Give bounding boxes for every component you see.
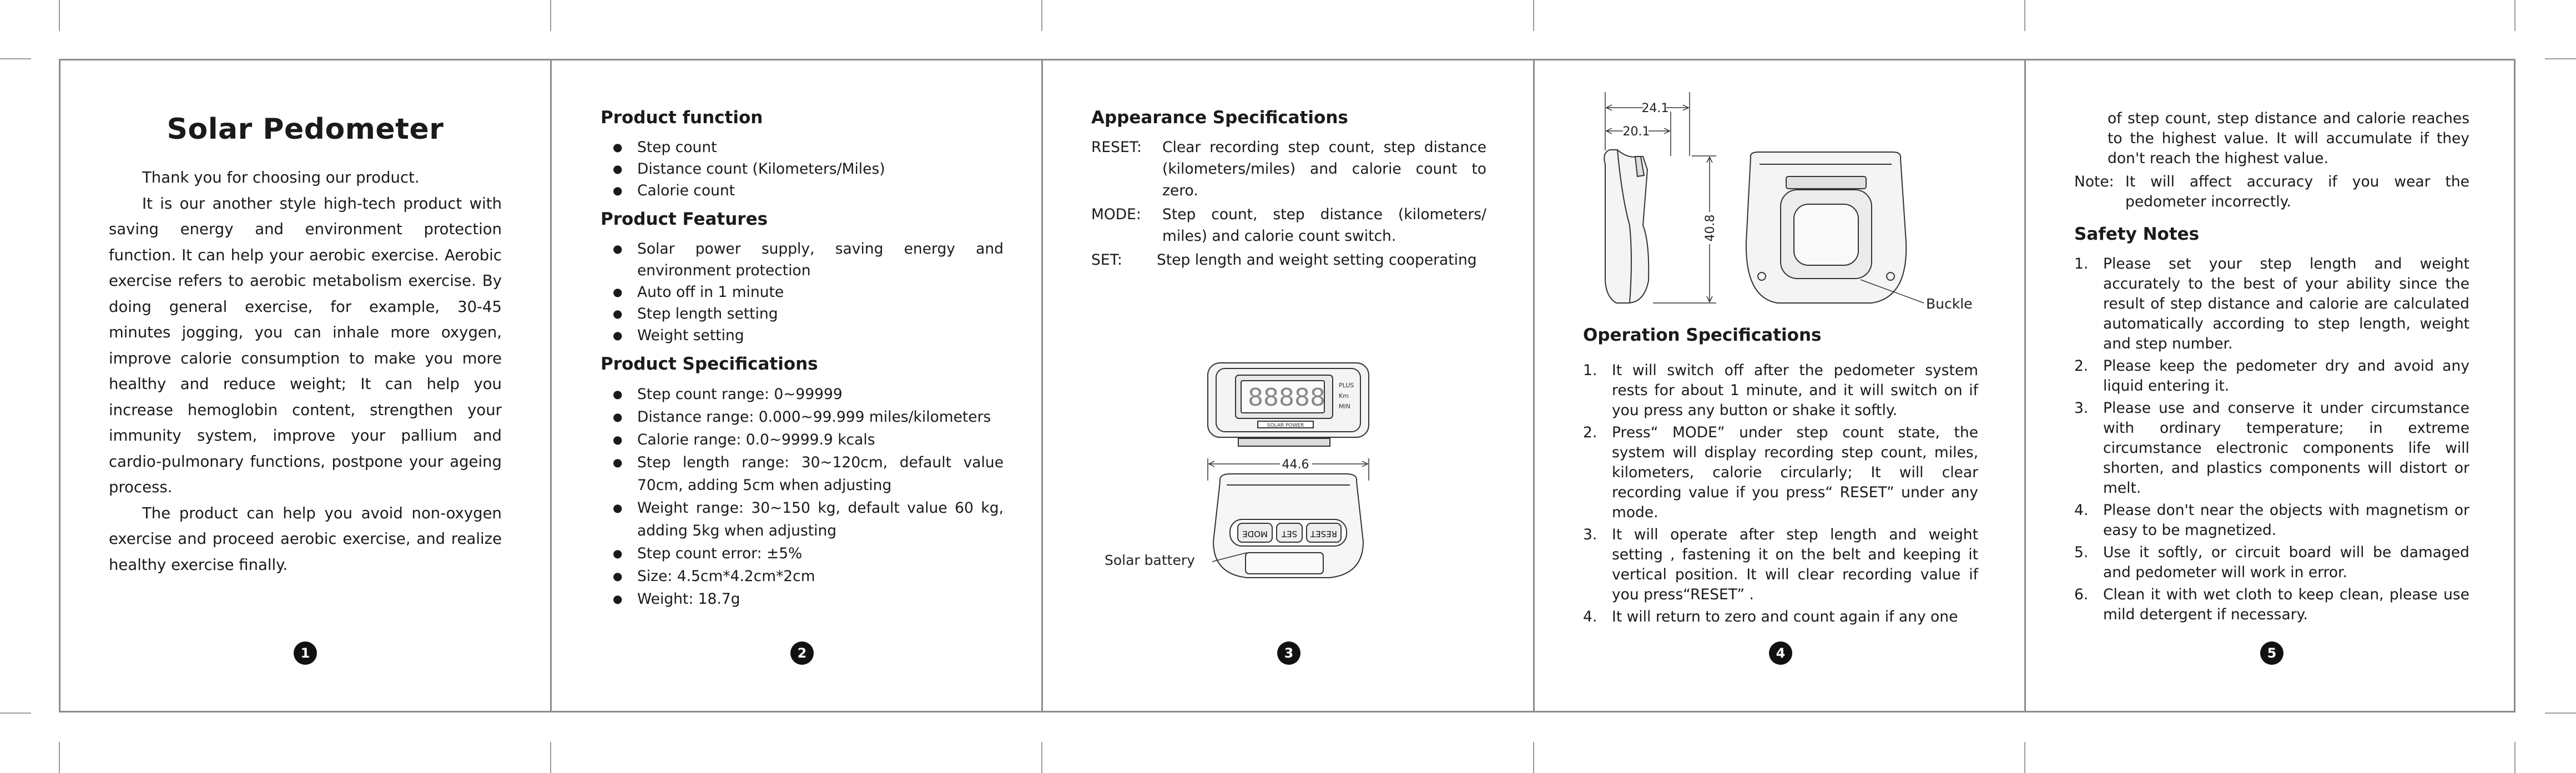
crop-mark — [550, 742, 551, 773]
list-item: 1. Please set your step length and weight accurately to the best of your ability since the result of step distance and calorie are calculated automatically according to step length, weight and step number. — [2074, 255, 2469, 352]
page-number: 1 — [294, 641, 317, 665]
panel-divider — [2024, 59, 2026, 713]
spec-text: Step length and weight setting cooperating — [1157, 251, 1477, 269]
continued-text: of step count, step distance and calorie reaches to the highest value. It will accumulate if they don't reach the highest value. — [2108, 110, 2469, 167]
function-heading: Product function — [601, 108, 763, 128]
crop-mark — [550, 0, 551, 31]
crop-mark — [2545, 58, 2576, 59]
spec-text: Step count, step distance (kilometers/ miles) and calorie count switch. — [1162, 206, 1486, 245]
height-label: 40.8 — [1703, 214, 1717, 242]
crop-mark — [2024, 742, 2025, 773]
operation-section — [1583, 323, 1978, 629]
page-number: 3 — [1277, 641, 1300, 665]
list-item: ● Calorie range: 0.0~9999.9 kcals — [601, 428, 1004, 451]
specs-heading: Product Specifications — [601, 354, 818, 374]
intro-paragraph: The product can help you avoid non-oxygen exercise and proceed aerobic exercise, and realize healthy exercise finally. — [109, 504, 502, 574]
page-number: 5 — [2260, 641, 2283, 665]
list-item: ● Weight range: 30~150 kg, default value 60 kg, adding 5kg when adjusting — [601, 497, 1004, 542]
pedometer-bottom-view — [1213, 474, 1363, 578]
list-item: 4. It will return to zero and count again if any one — [1583, 608, 1958, 625]
list-item: ● Step length range: 30~120cm, default value 70cm, adding 5cm when adjusting — [601, 451, 1004, 497]
panel-intro — [109, 59, 502, 713]
panel-divider — [1533, 59, 1535, 713]
intro-paragraph: It is our another style high-tech product with saving energy and environment protection function. It can help your aerobic exercise. Aerobic exercise refers to aerobic metabolism exercise. By doing general exercise, for example, 30-45 minutes jogging, you can inhale more oxygen, improve calorie consumption to make you more healthy and reduce weight; It can help you increase hemoglobin content, strengthen your immunity system, improve your pallium and cardio-pulmonary functions, postpone your ageing process. — [109, 194, 502, 496]
note-label: Note: — [2074, 173, 2114, 190]
crop-mark — [1533, 0, 1534, 31]
solar-power-label: SOLAR POWER — [1267, 423, 1304, 428]
list-item: ● Step count range: 0~99999 — [601, 383, 1004, 406]
list-item: ● Distance count (Kilometers/Miles) — [601, 158, 1004, 180]
note — [2074, 172, 2469, 212]
pedometer-side-view — [1604, 150, 1649, 303]
crop-mark — [1041, 0, 1042, 31]
top-width-label: 24.1 — [1641, 102, 1669, 115]
mid-width-label: 20.1 — [1622, 125, 1650, 139]
svg-text:88888: 88888 — [1248, 383, 1325, 412]
width-dimension-label: 44.6 — [1282, 458, 1309, 472]
list-item: ● Distance range: 0.000~99.999 miles/kilometers — [601, 406, 1004, 428]
panel-safety — [2074, 59, 2469, 713]
list-item: ● Step count error: ±5% — [601, 542, 1004, 565]
crop-mark — [0, 713, 31, 714]
list-item: ● Weight setting — [601, 325, 1004, 346]
lcd-mark: MIN — [1339, 403, 1350, 410]
solar-battery-label: Solar battery — [1105, 552, 1195, 568]
list-item: 3. Please use and conserve it under circumstance with ordinary temperature; in extreme circumstance electronic components life will shorten, and plastics components will distort or melt. — [2074, 400, 2469, 497]
list-item: 5. Use it softly, or circuit board will be damaged and pedometer will work in error. — [2074, 544, 2469, 581]
list-item: ● Calorie count — [601, 180, 1004, 201]
list-item: ● Step length setting — [601, 303, 1004, 325]
lcd-mark: Km — [1339, 392, 1349, 400]
safety-heading: Safety Notes — [2074, 224, 2200, 244]
list-item: ● Solar power supply, saving energy and environment protection — [601, 238, 1004, 281]
pedometer-front-illustration — [1091, 297, 1402, 586]
list-item: 2. Please keep the pedometer dry and avoid any liquid entering it. — [2074, 357, 2469, 395]
operation-list — [1583, 361, 1978, 627]
buckle-label: Buckle — [1926, 296, 1973, 312]
list-item: 4. Please don't near the objects with magnetism or easy to be magnetized. — [2074, 502, 2469, 539]
list-item: ● Size: 4.5cm*4.2cm*2cm — [601, 565, 1004, 588]
set-spec — [1091, 249, 1486, 271]
crop-mark — [2545, 713, 2576, 714]
appearance-heading: Appearance Specifications — [1091, 108, 1348, 128]
list-item: 1. It will switch off after the pedometer system rests for about 1 minute, and it will switch on if you press any button or shake it softly. — [1583, 362, 1978, 419]
lcd-mark: PLUS — [1339, 382, 1354, 389]
panel-divider — [550, 59, 552, 713]
safety-list — [2074, 254, 2469, 625]
crop-mark — [2514, 742, 2515, 773]
pedometer-back-view — [1746, 152, 1906, 303]
reset-button-label: RESET — [1310, 529, 1338, 539]
crop-mark — [59, 742, 60, 773]
spec-label: MODE: — [1091, 206, 1141, 223]
list-item: ● Weight: 18.7g — [601, 588, 1004, 610]
panel-divider — [1041, 59, 1043, 713]
intro-paragraph: Thank you for choosing our product. — [142, 169, 420, 186]
specs-list — [601, 383, 1004, 610]
list-item: 6. Clean it with wet cloth to keep clean, please use mild detergent if necessary. — [2074, 586, 2469, 623]
pedometer-dimension-illustration — [1583, 59, 1978, 314]
page-number: 4 — [1769, 641, 1792, 665]
function-list — [601, 137, 1004, 201]
crop-mark — [0, 58, 31, 59]
list-item: ● Step count — [601, 137, 1004, 158]
spec-text: Clear recording step count, step distance (kilometers/miles) and calorie count to zero. — [1162, 139, 1486, 199]
list-item: 3. It will operate after step length and weight setting , fastening it on the belt and keeping it vertical position. It will clear recording value if you press“RESET” . — [1583, 526, 1978, 603]
panel-operation — [1583, 59, 1978, 713]
manual-title: Solar Pedometer — [167, 113, 444, 146]
spec-label: RESET: — [1091, 139, 1142, 156]
panel-product — [601, 59, 1004, 713]
features-heading: Product Features — [601, 209, 768, 229]
crop-mark — [2024, 0, 2025, 31]
crop-mark — [2514, 0, 2515, 31]
crop-mark — [59, 0, 60, 31]
note-text: It will affect accuracy if you wear the pedometer incorrectly. — [2125, 173, 2469, 210]
crop-mark — [1041, 742, 1042, 773]
set-button-label: SET — [1281, 529, 1298, 539]
panel-appearance — [1091, 59, 1486, 713]
reset-spec — [1091, 137, 1486, 201]
spec-label: SET: — [1091, 251, 1122, 269]
list-item: 2. Press“ MODE” under step count state, the system will display recording step count, miles, kilometers, calorie circularly; It will clear recording value if you press“ RESET” under any mode. — [1583, 424, 1978, 521]
mode-button-label: MODE — [1242, 529, 1268, 539]
list-item: ● Auto off in 1 minute — [601, 281, 1004, 303]
operation-heading: Operation Specifications — [1583, 325, 1822, 345]
mode-spec — [1091, 204, 1486, 247]
page-number: 2 — [790, 641, 814, 665]
features-list — [601, 238, 1004, 346]
crop-mark — [1533, 742, 1534, 773]
